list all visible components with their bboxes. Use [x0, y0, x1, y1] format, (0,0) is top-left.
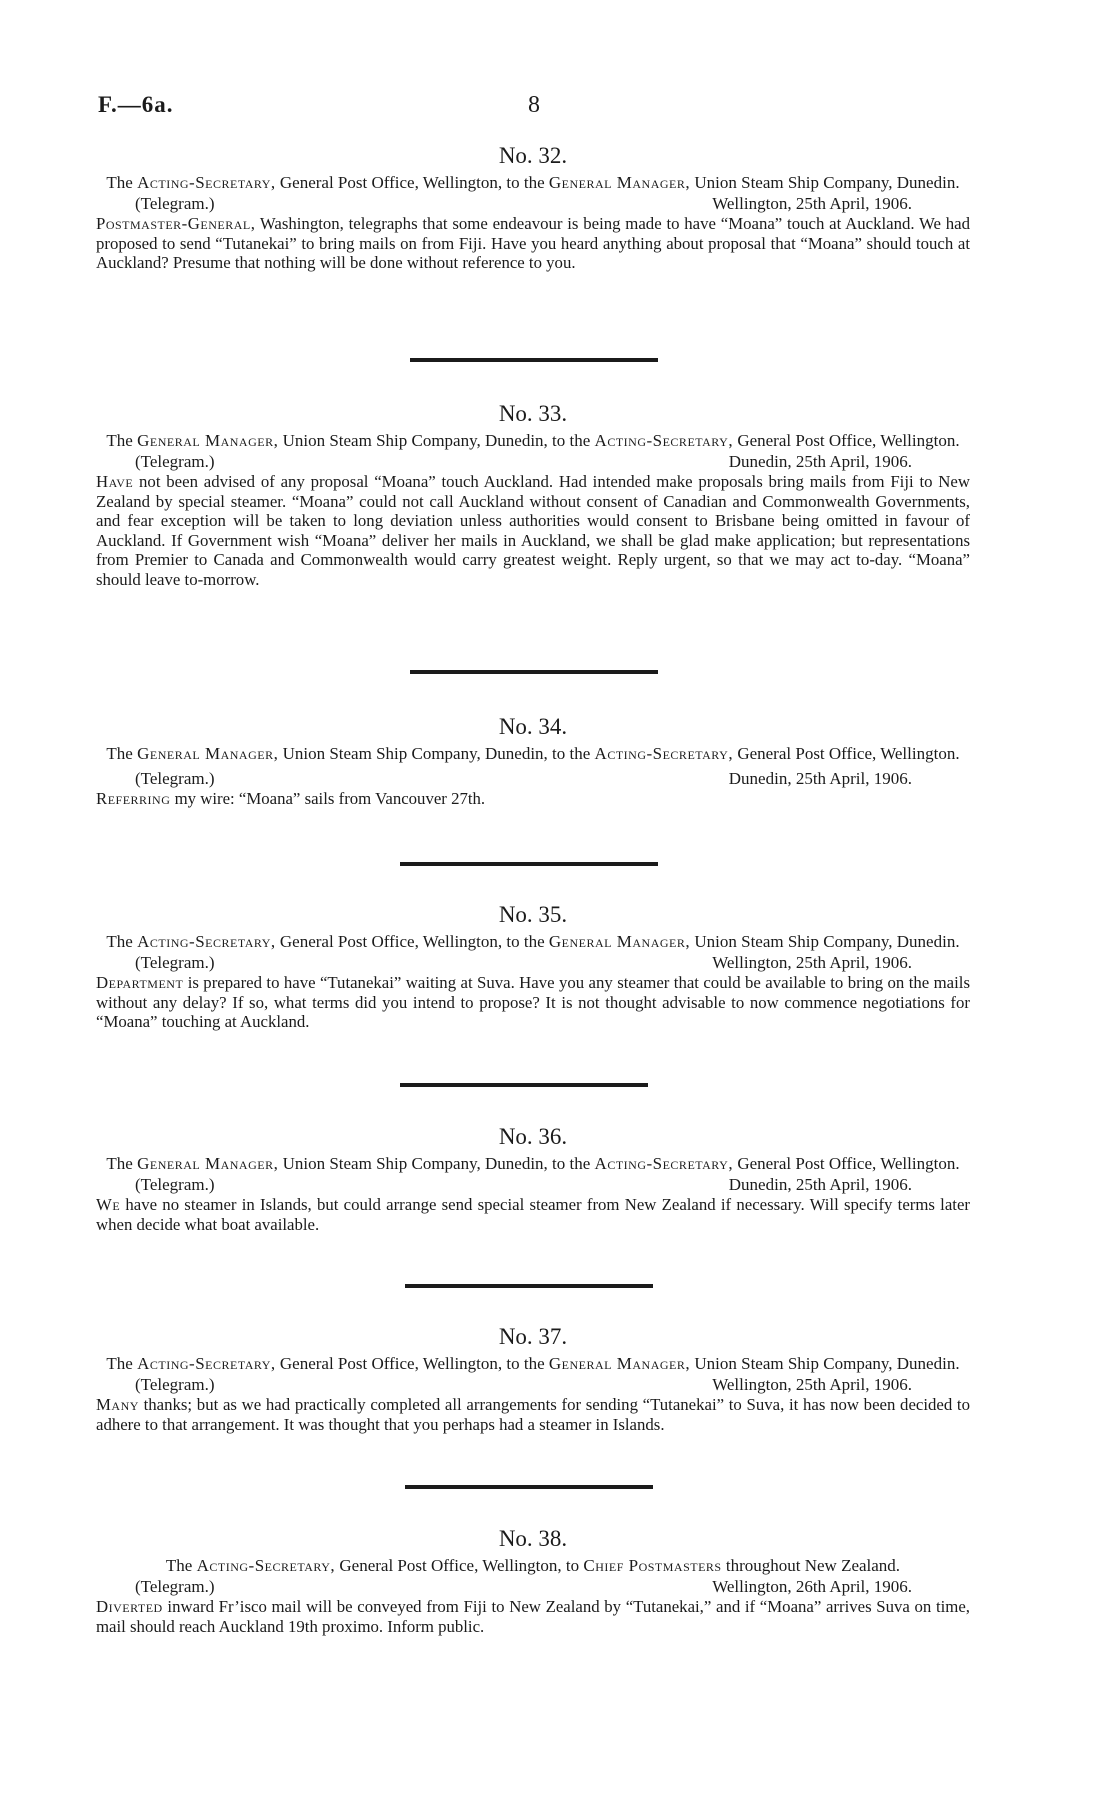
- entry-heading: The General Manager, Union Steam Ship Company, Dunedin, to the Acting-Secretary, General Post Office, Wellington.: [106, 1154, 960, 1173]
- dateline: Wellington, 25th April, 1906.: [712, 194, 912, 213]
- telegram-line: [96, 1577, 970, 1597]
- telegram-body: Many thanks; but as we had practically completed all arrangements for sending “Tutanekai” to Suva, it has now been decided to adhere to that arrangement. It was thought that you perhaps had a steamer in Islands.: [96, 1395, 970, 1434]
- telegram-line: [96, 1175, 970, 1195]
- telegram-body: Have not been advised of any proposal “Moana” touch Auckland. Had intended make proposals bring mails from Fiji to New Zealand by special steamer. “Moana” could not call Auckland without consent of Canadian and Commonwealth Governments, and fear exception will be taken to long deviation unless authorities would consent to Brisbane being omitted in favour of Auckland. If Government wish “Moana” deliver her mails in Auckland, we shall be glad make application; but representations from Premier to Canada and Commonwealth would carry greatest weight. Reply urgent, so that we may act to-day. “Moana” should leave to-morrow.: [96, 472, 970, 589]
- separator-rule: [410, 670, 658, 674]
- separator-rule: [400, 1083, 648, 1087]
- entry-number: No. 33.: [498, 401, 568, 426]
- entry-32: [96, 143, 970, 273]
- dateline: Dunedin, 25th April, 1906.: [728, 452, 912, 471]
- entry-heading: The Acting-Secretary, General Post Office, Wellington, to the General Manager, Union Steam Ship Company, Dunedin.: [106, 932, 960, 951]
- telegram-label: (Telegram.): [135, 769, 215, 788]
- dateline: Wellington, 26th April, 1906.: [712, 1577, 912, 1596]
- separator-rule: [400, 862, 658, 866]
- separator-rule: [410, 358, 658, 362]
- entry-number: No. 35.: [498, 902, 568, 927]
- entry-38: [96, 1526, 970, 1636]
- telegram-label: (Telegram.): [135, 1577, 215, 1596]
- entry-37: [96, 1324, 970, 1434]
- telegram-label: (Telegram.): [135, 1375, 215, 1394]
- telegram-body: Postmaster-General, Washington, telegraphs that some endeavour is being made to have “Moana” touch at Auckland. We had proposed to send “Tutanekai” to bring mails on from Fiji. Have you heard anything about proposal that “Moana” should touch at Auckland? Presume that nothing will be done without reference to you.: [96, 214, 970, 272]
- telegram-line: [96, 452, 970, 472]
- entry-number: No. 34.: [498, 714, 568, 739]
- document-reference: F.—6a.: [98, 92, 174, 117]
- telegram-body: Referring my wire: “Moana” sails from Vancouver 27th.: [96, 789, 486, 808]
- entry-34: [96, 714, 970, 809]
- separator-rule: [405, 1284, 653, 1288]
- telegram-line: [96, 194, 970, 214]
- entry-heading: The Acting-Secretary, General Post Office, Wellington, to the General Manager, Union Steam Ship Company, Dunedin.: [106, 1354, 960, 1373]
- telegram-label: (Telegram.): [135, 1175, 215, 1194]
- entry-heading: The General Manager, Union Steam Ship Company, Dunedin, to the Acting-Secretary, General Post Office, Wellington.: [106, 744, 960, 763]
- telegram-body: Department is prepared to have “Tutanekai” waiting at Suva. Have you any steamer that could be available to bring on the mails without any delay? If so, what terms did you intend to propose? It is not thought advisable to now commence negotiations for “Moana” touching at Auckland.: [96, 973, 970, 1031]
- entry-number: No. 32.: [498, 143, 568, 168]
- telegram-label: (Telegram.): [135, 452, 215, 471]
- entry-33: [96, 401, 970, 589]
- entry-heading: The Acting-Secretary, General Post Office, Wellington, to Chief Postmasters throughout New Zealand.: [165, 1556, 901, 1575]
- telegram-line: [96, 953, 970, 973]
- dateline: Dunedin, 25th April, 1906.: [728, 1175, 912, 1194]
- entry-heading: The Acting-Secretary, General Post Office, Wellington, to the General Manager, Union Steam Ship Company, Dunedin.: [106, 173, 960, 192]
- entry-number: No. 37.: [498, 1324, 568, 1349]
- telegram-line: [96, 769, 970, 789]
- dateline: Wellington, 25th April, 1906.: [712, 1375, 912, 1394]
- page-number: 8: [528, 92, 540, 118]
- telegram-line: [96, 1375, 970, 1395]
- telegram-label: (Telegram.): [135, 953, 215, 972]
- entry-heading: The General Manager, Union Steam Ship Company, Dunedin, to the Acting-Secretary, General Post Office, Wellington.: [106, 431, 960, 450]
- entry-number: No. 38.: [498, 1526, 568, 1551]
- separator-rule: [405, 1485, 653, 1489]
- entry-number: No. 36.: [498, 1124, 568, 1149]
- telegram-body: Diverted inward Fr’isco mail will be conveyed from Fiji to New Zealand by “Tutanekai,” and if “Moana” arrives Suva on time, mail should reach Auckland 19th proximo. Inform public.: [96, 1597, 970, 1636]
- dateline: Wellington, 25th April, 1906.: [712, 953, 912, 972]
- telegram-body: We have no steamer in Islands, but could arrange send special steamer from New Zealand if necessary. Will specify terms later when decide what boat available.: [96, 1195, 970, 1234]
- entry-36: [96, 1124, 970, 1234]
- entry-35: [96, 902, 970, 1032]
- dateline: Dunedin, 25th April, 1906.: [728, 769, 912, 788]
- telegram-label: (Telegram.): [135, 194, 215, 213]
